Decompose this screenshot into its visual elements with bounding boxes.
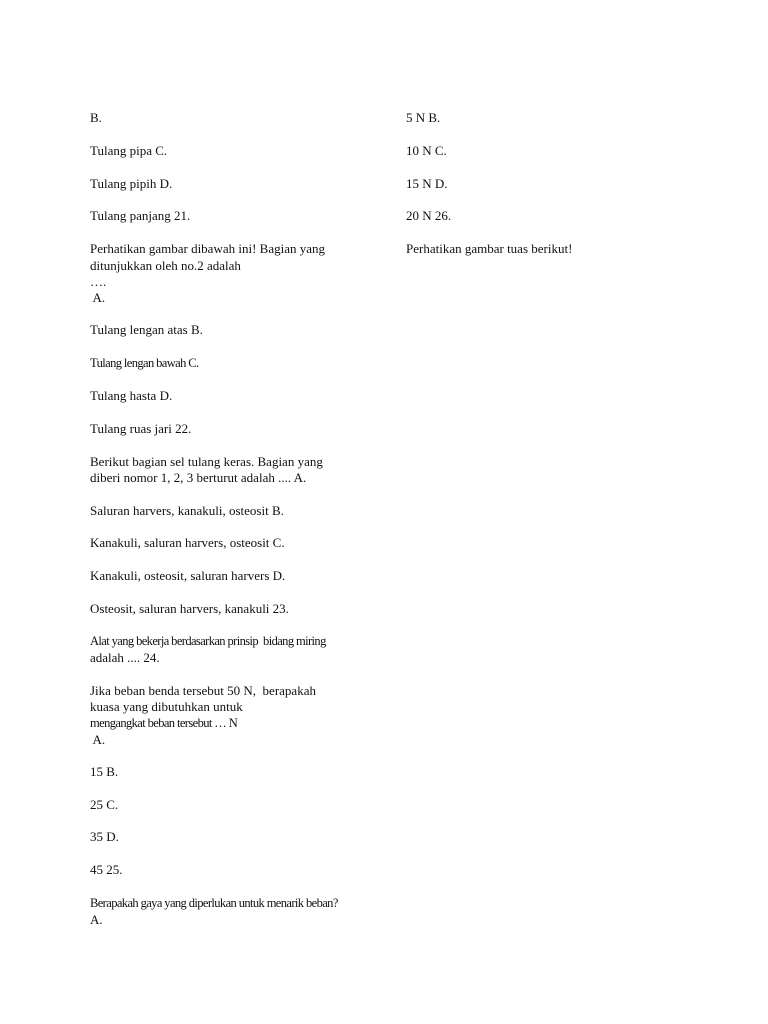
option-label: A. [90,732,106,747]
question-text: Perhatikan gambar tuas berikut! [406,241,573,256]
question-text: mengangkat beban tersebut … N [90,716,238,730]
question-text: …. [90,274,107,289]
question-text: Berikut bagian sel tulang keras. Bagian yang [90,454,323,469]
answer-option: Tulang lengan bawah C. [90,356,199,370]
answer-option: 15 N D. [406,176,448,191]
question-text: ditunjukkan oleh no.2 adalah [90,258,241,273]
question-text: Berapakah gaya yang diperlukan untuk menarik beban? [90,896,338,910]
option-label: A. [90,290,106,305]
answer-option: Saluran harvers, kanakuli, osteosit B. [90,503,284,518]
answer-option: 35 D. [90,829,119,844]
answer-option: Tulang pipih D. [90,176,173,191]
answer-option: 20 N 26. [406,208,452,223]
answer-option: Tulang lengan atas B. [90,322,203,337]
answer-option: Tulang pipa C. [90,143,168,158]
answer-option: Kanakuli, saluran harvers, osteosit C. [90,535,285,550]
question-text: diberi nomor 1, 2, 3 berturut adalah .... A. [90,470,307,485]
question-text: Alat yang bekerja berdasarkan prinsip bidang miring [90,634,326,648]
answer-option: Kanakuli, osteosit, saluran harvers D. [90,568,286,583]
answer-option: Tulang ruas jari 22. [90,421,192,436]
answer-option: 25 C. [90,797,119,812]
answer-option: Tulang panjang 21. [90,208,191,223]
answer-option: Osteosit, saluran harvers, kanakuli 23. [90,601,289,616]
answer-option: 15 B. [90,764,119,779]
option-label: B. [90,110,102,125]
question-text: Jika beban benda tersebut 50 N, berapakah [90,683,316,698]
answer-option: 10 N C. [406,143,447,158]
answer-option: 5 N B. [406,110,441,125]
question-text: kuasa yang dibutuhkan untuk [90,699,243,714]
question-text: Perhatikan gambar dibawah ini! Bagian yang [90,241,326,256]
option-label: A. [90,912,103,927]
answer-option: Tulang hasta D. [90,388,173,403]
question-text: adalah .... 24. [90,650,160,665]
answer-option: 45 25. [90,862,123,877]
